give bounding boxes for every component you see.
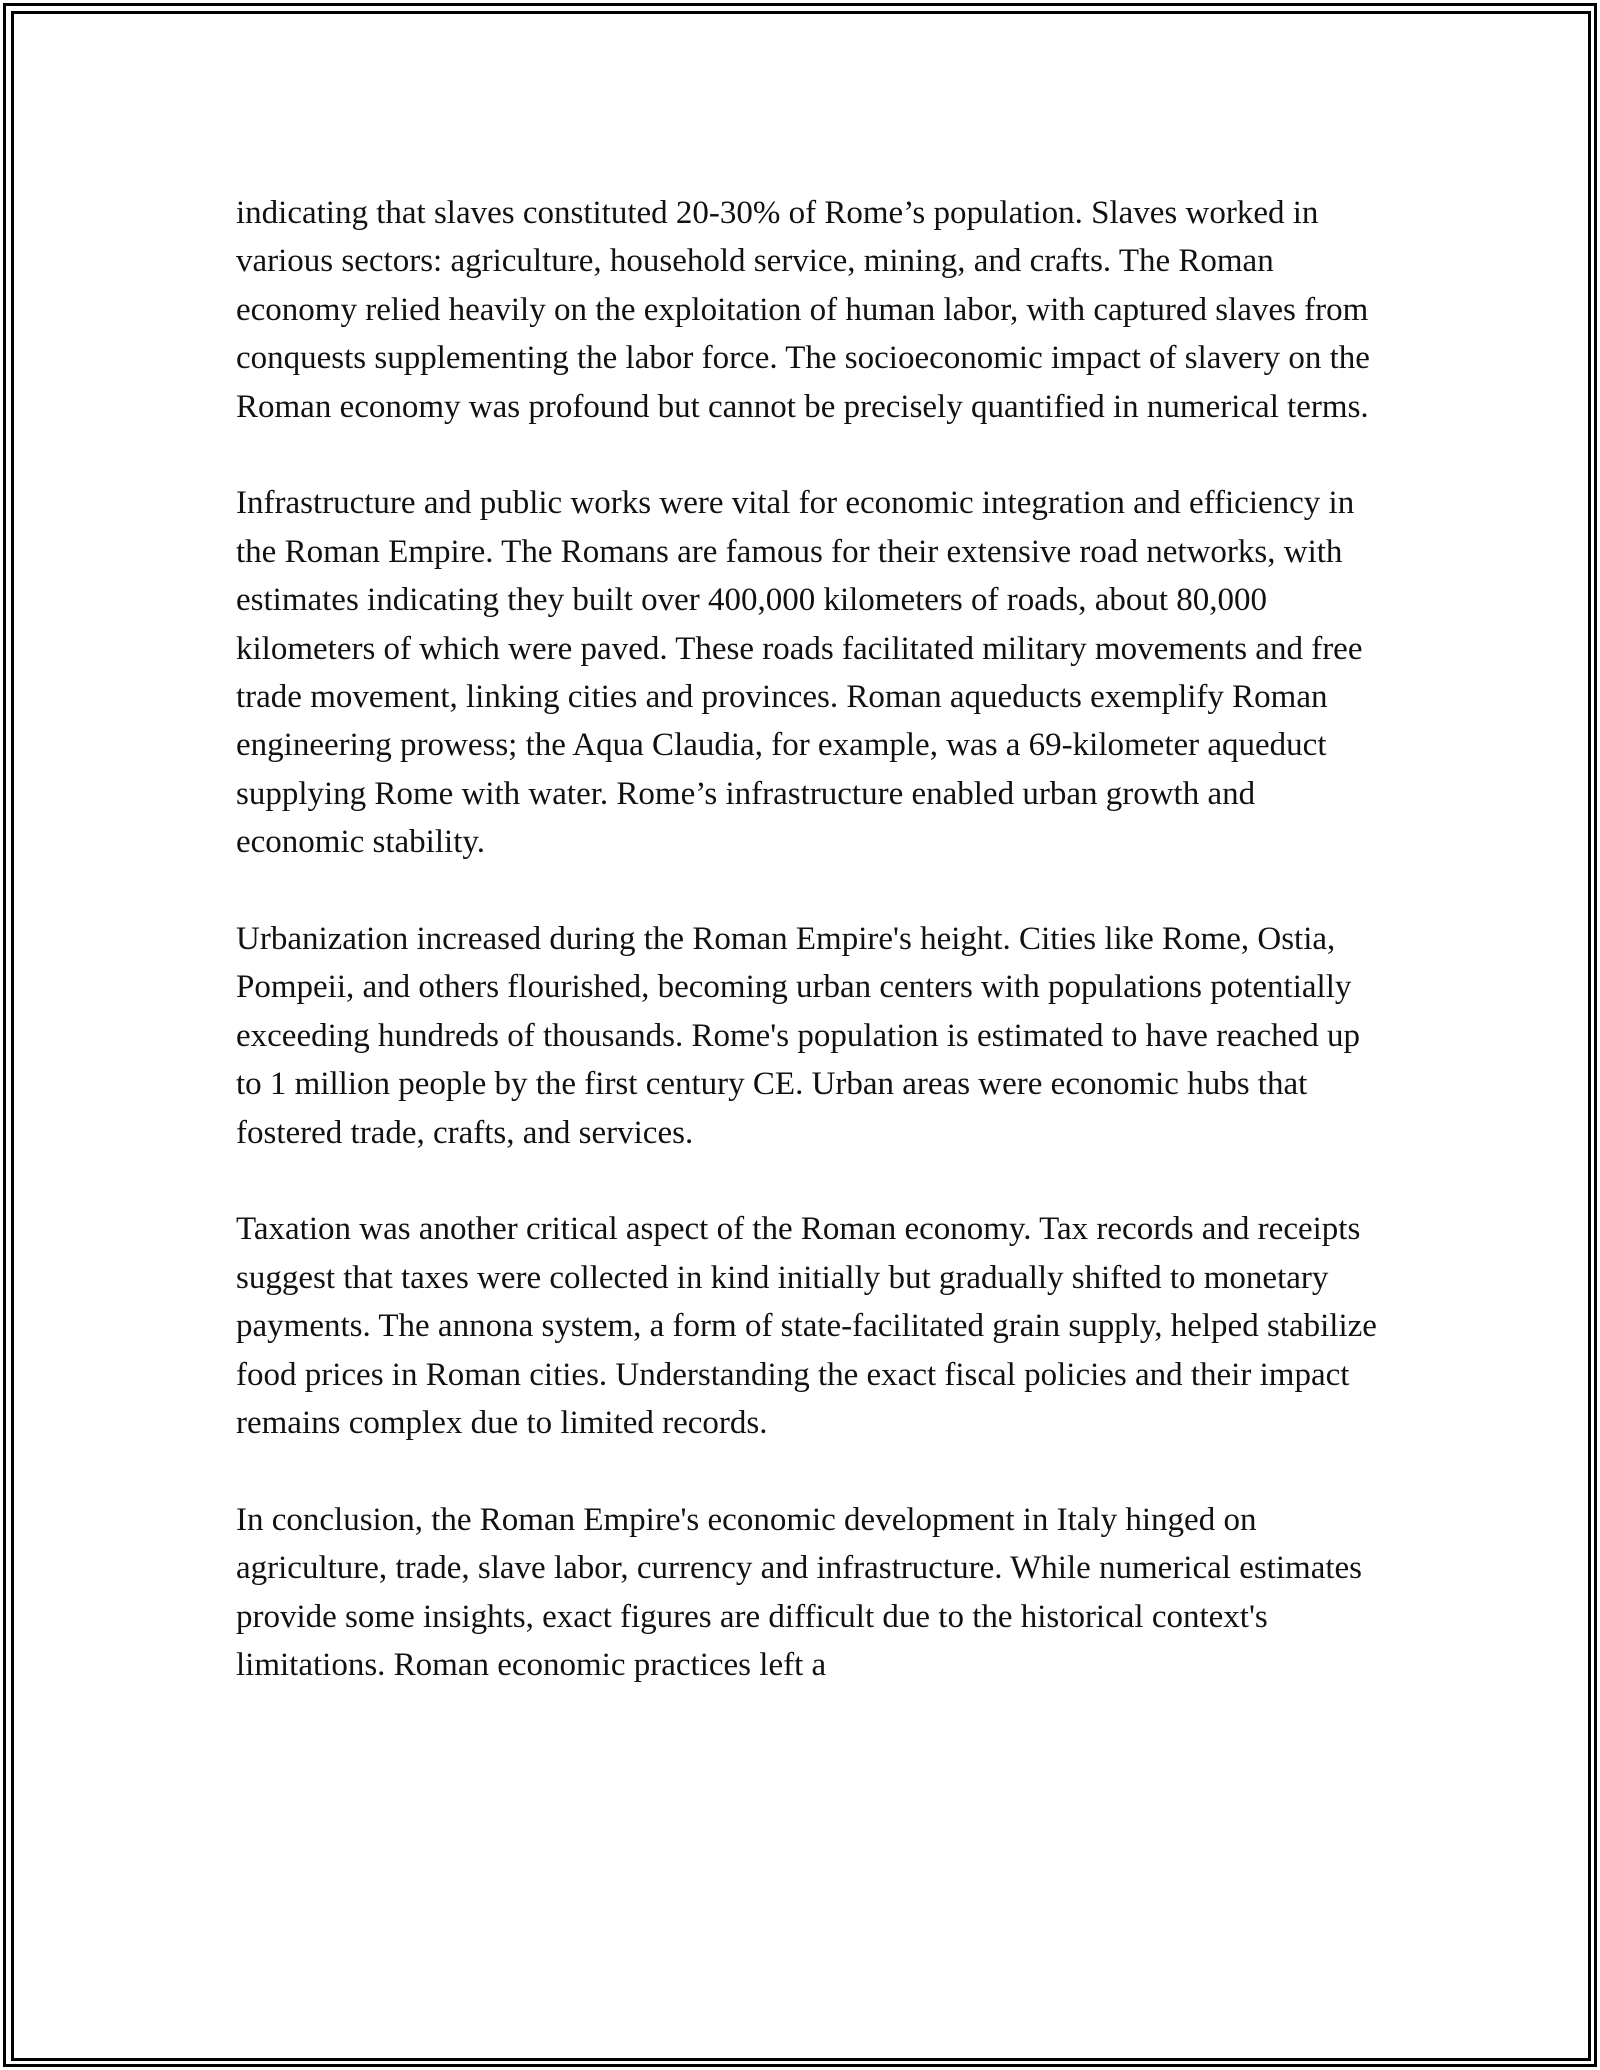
paragraph-conclusion: In conclusion, the Roman Empire's economic development in Italy hinged on agriculture, trade, slave labor, currency and infrastructure. While numerical estimates provide some insights, exact figures are difficult due to the historical context's limitations. Roman economic practices left a: [236, 1501, 1362, 1684]
paragraph-taxation: Taxation was another critical aspect of the Roman economy. Tax records and receipts suggest that taxes were collected in kind initially but gradually shifted to monetary payments. The annona system, a form of state-facilitated grain supply, helped stabilize food prices in Roman cities. Understanding the exact fiscal policies and their impact remains complex due to limited records.: [236, 1211, 1377, 1442]
paragraph-urbanization: Urbanization increased during the Roman Empire's height. Cities like Rome, Ostia, Pompeii, and others flourished, becoming urban centers with populations potentially exceeding hundreds of thousands. Rome's population is estimated to have reached up to 1 million people by the first century CE. Urban areas were economic hubs that fostered trade, crafts, and services.: [236, 921, 1360, 1151]
document-body: [236, 189, 1386, 1690]
paragraph-slavery: indicating that slaves constituted 20-30% of Rome’s population. Slaves worked in various sectors: agriculture, household service, mining, and crafts. The Roman economy relied heavily on the exploitation of human labor, with captured slaves from conquests supplementing the labor force. The socioeconomic impact of slavery on the Roman economy was profound but cannot be precisely quantified in numerical terms.: [236, 195, 1370, 425]
paragraph-infrastructure: Infrastructure and public works were vital for economic integration and efficiency in the Roman Empire. The Romans are famous for their extensive road networks, with estimates indicating they built over 400,000 kilometers of roads, about 80,000 kilometers of which were paved. These roads facilitated military movements and free trade movement, linking cities and provinces. Roman aqueducts exemplify Roman engineering prowess; the Aqua Claudia, for example, was a 69-kilometer aqueduct supplying Rome with water. Rome’s infrastructure enabled urban growth and economic stability.: [236, 485, 1363, 861]
